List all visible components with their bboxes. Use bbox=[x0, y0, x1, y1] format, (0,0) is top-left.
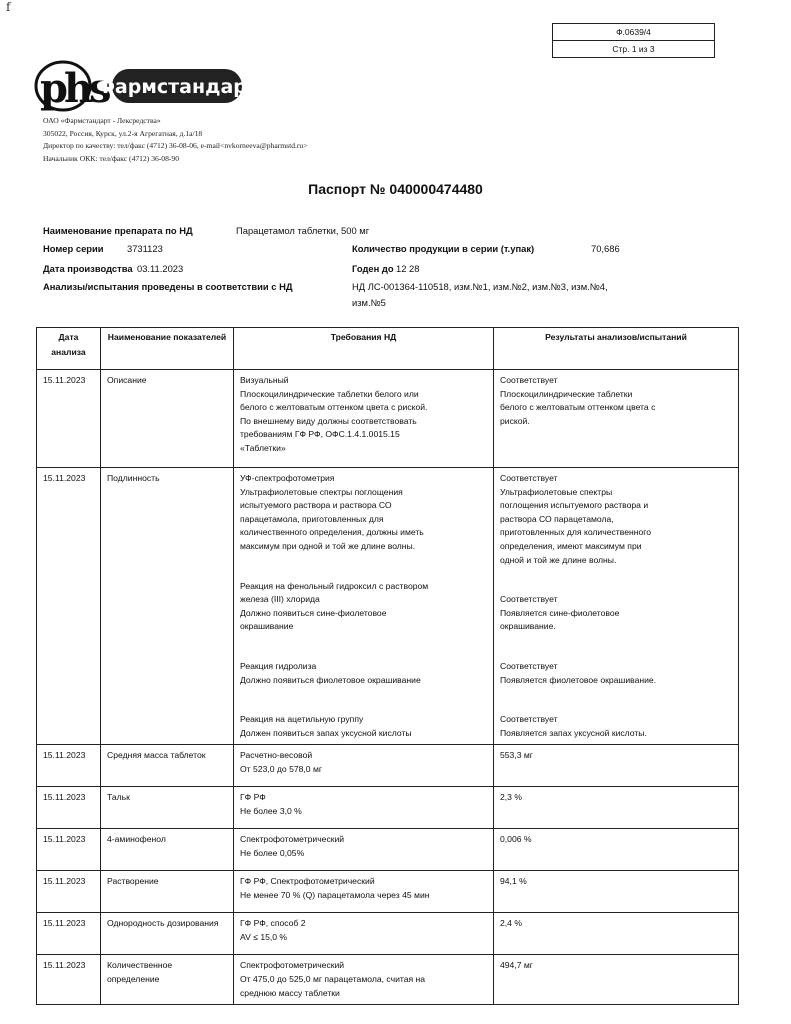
requirement-line: От 475,0 до 525,0 мг парацетамола, считая на bbox=[240, 973, 426, 984]
result-line: определения, имеют максимум при bbox=[500, 540, 642, 551]
cell-results bbox=[494, 829, 739, 871]
requirement-line: Должно появиться сине-фиолетовое bbox=[240, 607, 387, 618]
requirement-line: Реакция на фенольный гидроксил с раствором bbox=[240, 580, 429, 591]
cell-indicator: Растворение bbox=[101, 871, 234, 913]
table-row bbox=[37, 913, 739, 955]
requirement-line: «Таблетки» bbox=[240, 442, 286, 453]
cell-date: 15.11.2023 bbox=[37, 787, 101, 829]
result-line: Соответствует bbox=[500, 714, 558, 725]
table-row bbox=[37, 370, 739, 468]
result-line: Ультрафиолетовые спектры bbox=[500, 486, 613, 497]
table-row bbox=[37, 745, 739, 787]
result-line: раствора СО парацетамола, bbox=[500, 513, 614, 524]
drug-name-label: Наименование препарата по НД bbox=[43, 225, 193, 236]
requirement-line: От 523,0 до 578,0 мг bbox=[240, 763, 323, 774]
result-line: 2,3 % bbox=[500, 792, 522, 803]
expiry-label: Годен до bbox=[352, 263, 394, 274]
logo-mark: phs bbox=[40, 65, 108, 112]
table-row bbox=[37, 955, 739, 1005]
table-row bbox=[37, 829, 739, 871]
requirement-line: Визуальный bbox=[240, 375, 289, 385]
col-header-results: Результаты анализов/испытаний bbox=[494, 328, 739, 370]
col-header-requirements: Требования НД bbox=[234, 328, 494, 370]
quantity-value: 70,686 bbox=[591, 243, 620, 254]
result-line: риской. bbox=[500, 415, 530, 426]
requirement-line: AV ≤ 15,0 % bbox=[240, 931, 288, 942]
requirement-line: парацетамола, приготовленных для bbox=[240, 513, 384, 524]
requirement-line: Не менее 70 % (Q) парацетамола через 45 мин bbox=[240, 889, 430, 900]
result-line: 0,006 % bbox=[500, 834, 532, 845]
requirement-line: Ультрафиолетовые спектры поглощения bbox=[240, 486, 403, 497]
cell-results bbox=[494, 955, 739, 1005]
requirement-line: Расчетно-весовой bbox=[240, 750, 313, 761]
corner-handwritten-mark: f bbox=[6, 0, 11, 14]
cell-requirements bbox=[234, 745, 494, 787]
requirement-line: Реакция гидролиза bbox=[240, 660, 317, 671]
col-header-date: Дата анализа bbox=[37, 328, 101, 370]
cell-requirements bbox=[234, 370, 494, 468]
cell-requirements bbox=[234, 913, 494, 955]
requirement-line: испытуемого раствора и раствора СО bbox=[240, 500, 392, 511]
table-row bbox=[37, 787, 739, 829]
cell-results bbox=[494, 913, 739, 955]
requirement-line: окрашивание bbox=[240, 621, 294, 632]
requirement-line: УФ-спектрофотометрия bbox=[240, 473, 335, 483]
requirement-line: Должно появиться фиолетовое окрашивание bbox=[240, 674, 421, 685]
result-line: 2,4 % bbox=[500, 918, 522, 929]
cell-date: 15.11.2023 bbox=[37, 829, 101, 871]
cell-indicator: Тальк bbox=[101, 787, 234, 829]
result-line: 494,7 мг bbox=[500, 960, 533, 971]
table-row bbox=[37, 468, 739, 745]
result-line: Соответствует bbox=[500, 473, 558, 483]
table-row bbox=[37, 871, 739, 913]
company-info bbox=[43, 115, 308, 165]
cell-results bbox=[494, 370, 739, 468]
cell-requirements bbox=[234, 955, 494, 1005]
result-line: Появляется сине-фиолетовое bbox=[500, 607, 620, 618]
cell-date: 15.11.2023 bbox=[37, 955, 101, 1005]
result-line: 94,1 % bbox=[500, 876, 527, 887]
quantity-label: Количество продукции в серии (т.упак) bbox=[352, 243, 535, 254]
cell-results bbox=[494, 871, 739, 913]
drug-name-value: Парацетамол таблетки, 500 мг bbox=[236, 225, 370, 236]
result-line: Соответствует bbox=[500, 660, 558, 671]
cell-indicator: Однородность дозирования bbox=[101, 913, 234, 955]
form-code-box bbox=[552, 23, 715, 58]
result-line: Появляется запах уксусной кислоты. bbox=[500, 727, 647, 738]
requirement-line: белого с желтоватым оттенком цвета с риской. bbox=[240, 402, 428, 413]
company-logo bbox=[34, 60, 246, 117]
requirement-line: требованиям ГФ РФ, ОФС.1.4.1.0015.15 bbox=[240, 429, 400, 440]
production-date-value: 03.11.2023 bbox=[137, 263, 184, 274]
result-line: Плоскоцилиндрические таблетки bbox=[500, 388, 633, 399]
requirement-line: ГФ РФ, способ 2 bbox=[240, 918, 306, 929]
company-address: 305022, Россия, Курск, ул.2-я Агрегатная, д.1а/18 bbox=[43, 128, 203, 138]
requirement-line: Спектрофотометрический bbox=[240, 834, 345, 845]
requirement-line: Спектрофотометрический bbox=[240, 960, 345, 971]
cell-requirements bbox=[234, 787, 494, 829]
cell-results bbox=[494, 745, 739, 787]
cell-indicator: Подлинность bbox=[101, 468, 234, 745]
requirement-line: среднюю массу таблетки bbox=[240, 987, 340, 998]
requirement-line: железа (III) хлорида bbox=[240, 594, 320, 605]
cell-date: 15.11.2023 bbox=[37, 468, 101, 745]
cell-requirements bbox=[234, 871, 494, 913]
requirement-line: максимум при одной и той же длине волны. bbox=[240, 540, 416, 551]
expiry-value: 12 28 bbox=[396, 263, 420, 274]
cell-requirements bbox=[234, 468, 494, 745]
col-header-indicator: Наименование показателей bbox=[101, 328, 234, 370]
analysis-basis-value: НД ЛС-001364-110518, изм.№1, изм.№2, изм.№3, изм.№4, bbox=[352, 281, 608, 292]
result-line: Появляется фиолетовое окрашивание. bbox=[500, 674, 657, 685]
cell-results bbox=[494, 787, 739, 829]
result-line: Соответствует bbox=[500, 375, 558, 385]
requirement-line: ГФ РФ bbox=[240, 792, 266, 803]
result-line: окрашивание. bbox=[500, 621, 556, 632]
result-line: Соответствует bbox=[500, 594, 558, 605]
logo-name: Фармстандарт bbox=[96, 76, 246, 98]
result-line: приготовленных для количественного bbox=[500, 527, 651, 538]
cell-date: 15.11.2023 bbox=[37, 913, 101, 955]
cell-requirements bbox=[234, 829, 494, 871]
cell-indicator: 4-аминофенол bbox=[101, 829, 234, 871]
analysis-basis-label: Анализы/испытания проведены в соответствии с НД bbox=[43, 281, 293, 292]
requirement-line: Должен появиться запах уксусной кислоты bbox=[240, 727, 412, 738]
quality-director-contact: Директор по качеству: тел/факс (4712) 36-08-06, e-mail<nvkorneeva@pharmstd.ru> bbox=[43, 141, 308, 150]
form-code: Ф.0639/4 bbox=[616, 27, 651, 37]
company-name: ОАО «Фармстандарт - Лексредства» bbox=[43, 116, 161, 125]
result-line: поглощения испытуемого раствора и bbox=[500, 500, 649, 511]
cell-date: 15.11.2023 bbox=[37, 370, 101, 468]
result-line: одной и той же длине волны. bbox=[500, 554, 617, 565]
table-header-row bbox=[37, 328, 739, 370]
requirement-line: Плоскоцилиндрические таблетки белого или bbox=[240, 388, 419, 399]
analysis-table bbox=[36, 327, 739, 1005]
result-line: 553,3 мг bbox=[500, 750, 533, 761]
requirement-line: количественного определения, должны иметь bbox=[240, 527, 424, 538]
cell-date: 15.11.2023 bbox=[37, 871, 101, 913]
requirement-line: Не более 0,05% bbox=[240, 847, 305, 858]
requirement-line: По внешнему виду должны соответствовать bbox=[240, 415, 417, 426]
cell-results bbox=[494, 468, 739, 745]
production-date-label: Дата производства bbox=[43, 263, 133, 274]
series-value: 3731123 bbox=[127, 243, 163, 254]
analysis-basis-value-cont: изм.№5 bbox=[352, 297, 386, 308]
requirement-line: Не более 3,0 % bbox=[240, 805, 302, 816]
page-number: Стр. 1 из 3 bbox=[553, 40, 714, 57]
cell-date: 15.11.2023 bbox=[37, 745, 101, 787]
result-line: белого с желтоватым оттенком цвета с bbox=[500, 402, 656, 413]
cell-indicator: Количественное определение bbox=[101, 955, 234, 1005]
cell-indicator: Средняя масса таблеток bbox=[101, 745, 234, 787]
requirement-line: ГФ РФ, Спектрофотометрический bbox=[240, 876, 375, 887]
passport-title: Паспорт № 040000474480 bbox=[308, 181, 483, 197]
qc-head-contact: Начальник ОКК: тел/факс (4712) 36-08-90 bbox=[43, 153, 180, 163]
cell-indicator: Описание bbox=[101, 370, 234, 468]
requirement-line: Реакция на ацетильную группу bbox=[240, 714, 364, 725]
series-label: Номер серии bbox=[43, 243, 104, 254]
